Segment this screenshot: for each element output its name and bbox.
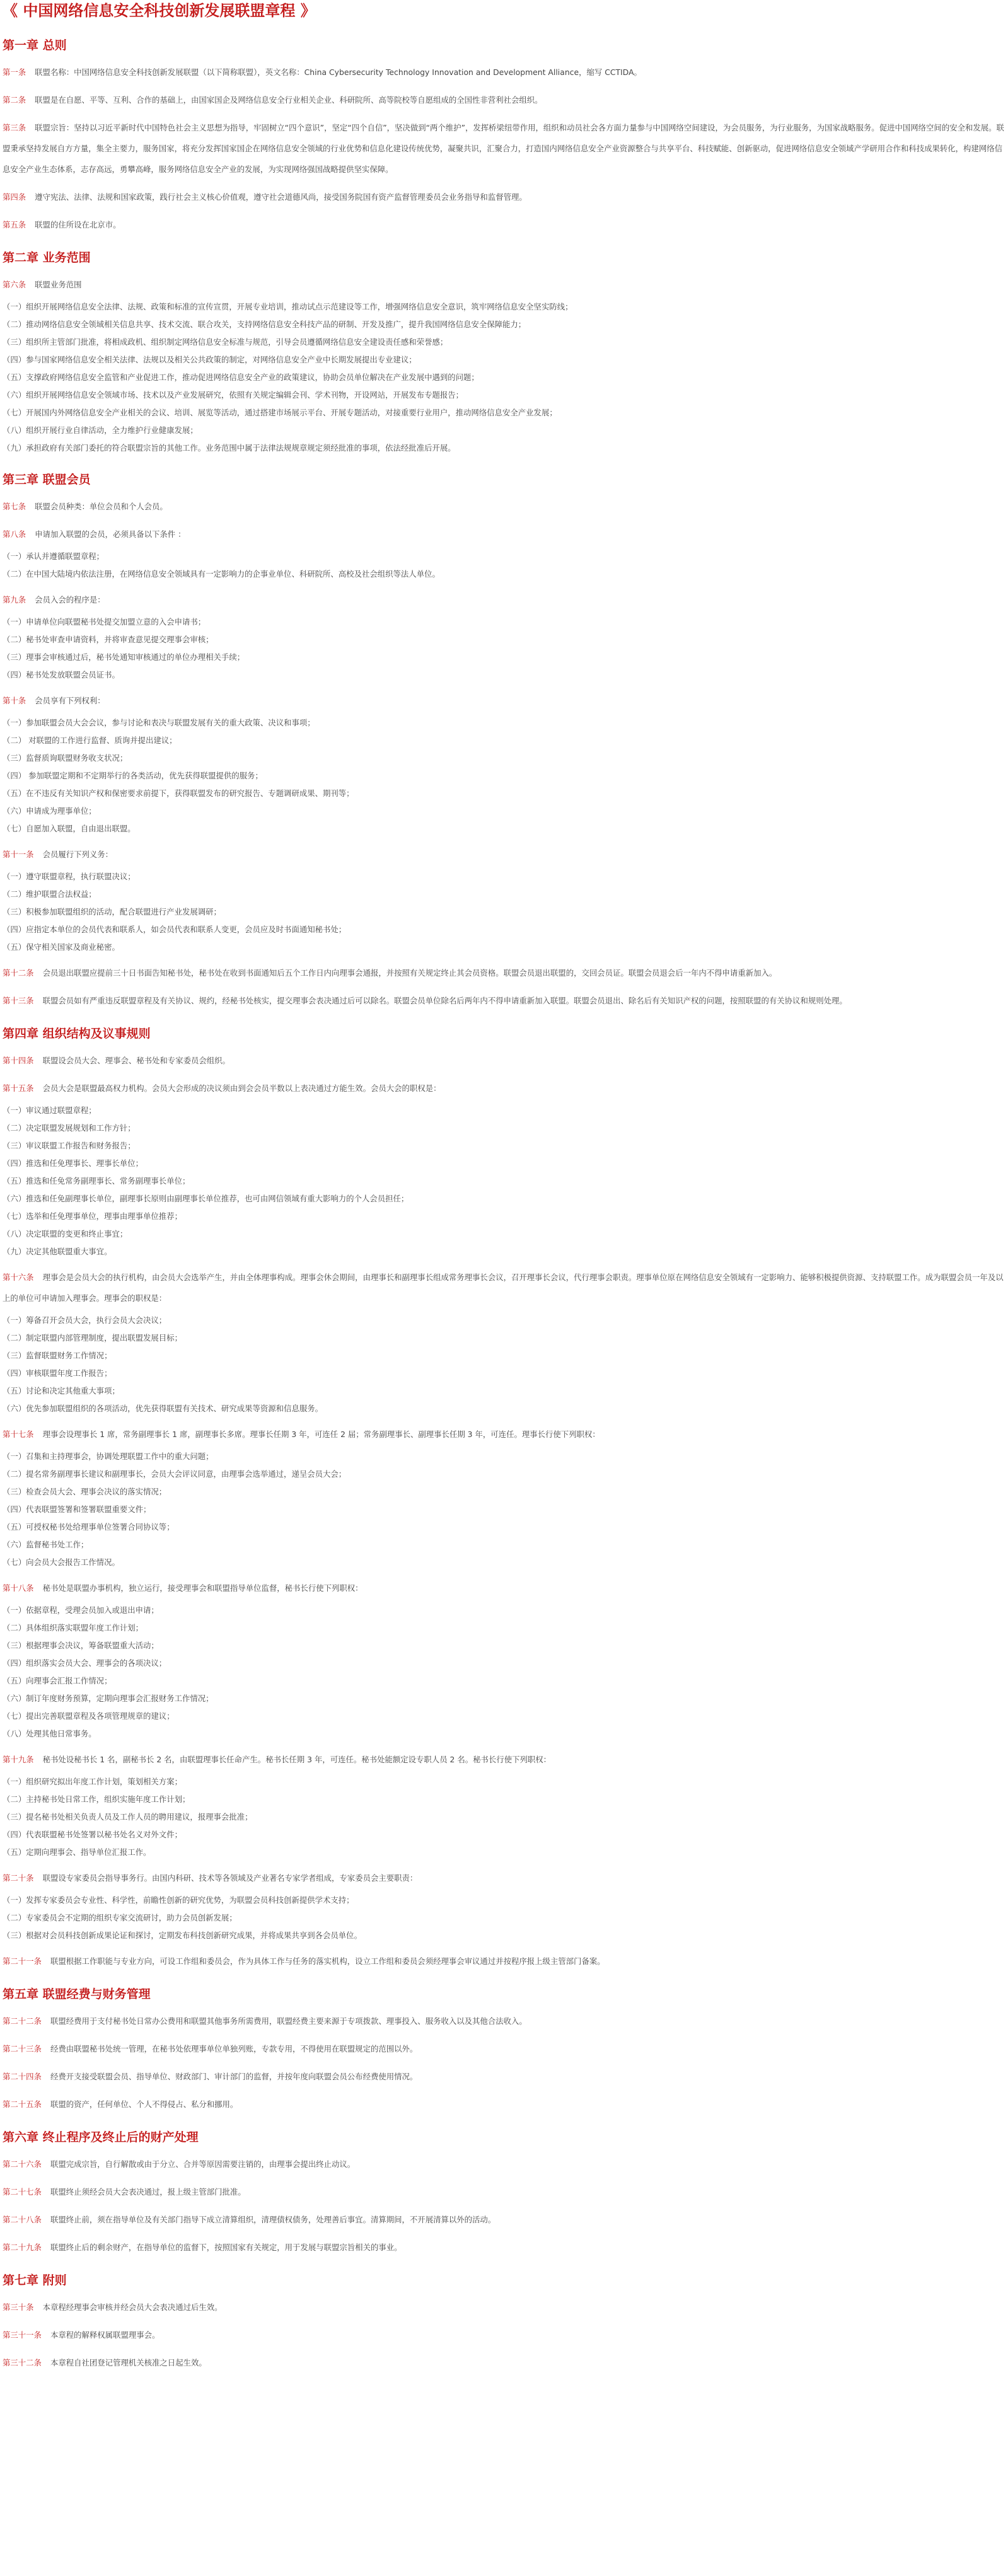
- article-number: 第八条: [3, 529, 26, 539]
- article-item: （一）依据章程，受理会员加入或退出申请；: [3, 1605, 159, 1615]
- article-item: （二）制定联盟内部管理制度，提出联盟发展目标；: [3, 1333, 182, 1343]
- article-item: （四）参与国家网络信息安全相关法律、法规以及相关公共政策的制定，对网络信息安全产业中长期发展提出专业建议；: [3, 355, 417, 364]
- article-item: （三）监督联盟财务工作情况；: [3, 1351, 112, 1360]
- article: [3, 990, 1008, 1011]
- article-item: （四）推选和任免理事长、理事长单位；: [3, 1158, 144, 1168]
- article-text: 会员退出联盟应提前三十日书面告知秘书处，秘书处在收到书面通知后五个工作日内向理事会通报，并按照有关规定终止其会员资格。联盟会员退出联盟的，交回会员证。联盟会员退会后一年内不得申请重新加入。: [42, 968, 777, 978]
- chapter-4: [3, 1026, 1008, 1972]
- chapter-title: 第六章 终止程序及终止后的财产处理: [3, 2130, 199, 2144]
- article: [3, 1951, 1008, 1972]
- article: [3, 2038, 1008, 2059]
- article-number: 第五条: [3, 220, 26, 229]
- article-text: 理事会是会员大会的执行机构，由会员大会选举产生，并由全体理事构成。理事会休会期间，由理事长和副理事长组成常务理事长会议，召开理事长会议，代行理事会职责。理事单位原在网络信息安全领域有一定影响力、能够积极提供资源、支持联盟工作。成为联盟会员一年及以上的单位可申请加入理事会。理事会的职权是：: [3, 1273, 1004, 1303]
- article: [3, 1424, 1008, 1445]
- article-number: 第十八条: [3, 1583, 34, 1593]
- article: [3, 962, 1008, 983]
- article: [3, 2297, 1008, 2318]
- article: [3, 187, 1008, 207]
- article-number: 第二十二条: [3, 2016, 42, 2026]
- article-item: （一）参加联盟会员大会会议，参与讨论和表决与联盟发展有关的重大政策、决议和事项；: [3, 718, 315, 727]
- article-text: 本章程自社团登记管理机关核准之日起生效。: [50, 2358, 207, 2367]
- article-items: [3, 1602, 1008, 1743]
- article-item: （四） 参加联盟定期和不定期举行的各类活动，优先获得联盟提供的服务；: [3, 771, 263, 780]
- article-number: 第二十六条: [3, 2159, 42, 2169]
- article-text: 联盟完成宗旨，自行解散或由于分立、合并等原因需要注销的，由理事会提出终止动议。: [50, 2159, 356, 2169]
- article-item: （八）处理其他日常事务。: [3, 1729, 96, 1738]
- article-item: （三）监督质询联盟财务收支状况；: [3, 753, 128, 763]
- article-number: 第三十一条: [3, 2330, 42, 2340]
- article-item: （二）决定联盟发展规划和工作方针；: [3, 1123, 136, 1133]
- article-item: （二）在中国大陆境内依法注册，在网络信息安全领域具有一定影响力的企事业单位、科研院所、高校及社会组织等法人单位。: [3, 569, 440, 579]
- article-number: 第二十五条: [3, 2099, 42, 2109]
- article: [3, 1050, 1008, 1071]
- chapter-title: 第三章 联盟会员: [3, 473, 91, 487]
- chapter-title: 第四章 组织结构及议事规则: [3, 1027, 151, 1041]
- article-item: （一）筹备召开会员大会，执行会员大会决议；: [3, 1315, 167, 1325]
- article: [3, 2237, 1008, 2258]
- article-item: （六）优先参加联盟组织的各项活动，优先获得联盟有关技术、研究成果等资源和信息服务。: [3, 1404, 323, 1413]
- article-item: （四）代表联盟签署和签署联盟重要文件；: [3, 1505, 151, 1514]
- chapter-7: [3, 2273, 1008, 2373]
- chapter-list: [3, 38, 1008, 2373]
- article-text: 联盟会员种类：单位会员和个人会员。: [35, 502, 168, 511]
- article-item: （四）应指定本单位的会员代表和联系人，如会员代表和联系人变更，会员应及时书面通知秘书处；: [3, 925, 347, 934]
- article-items: [3, 1312, 1008, 1418]
- article-item: （一）召集和主持理事会，协调处理联盟工作中的重大问题；: [3, 1452, 214, 1461]
- article-item: （一）审议通过联盟章程；: [3, 1106, 96, 1115]
- article: [3, 2066, 1008, 2087]
- article-items: [3, 1773, 1008, 1861]
- article-item: （三）理事会审核通过后，秘书处通知审核通过的单位办理相关手续；: [3, 652, 245, 662]
- article-item: （三）提名秘书处相关负责人员及工作人员的聘用建议，报理事会批准；: [3, 1812, 253, 1822]
- article-text: 秘书处设秘书长 1 名，副秘书长 2 名，由联盟理事长任命产生。秘书长任期 3 年，可连任。秘书处能额定设专职人员 2 名。秘书长行使下列职权：: [42, 1755, 552, 1764]
- article-item: （五）推选和任免常务副理事长、常务副理事长单位；: [3, 1176, 190, 1186]
- article-item: （七）提出完善联盟章程及各项管理规章的建议；: [3, 1711, 175, 1721]
- chapter-1: [3, 38, 1008, 235]
- article-text: 联盟宗旨：坚持以习近平新时代中国特色社会主义思想为指导，牢固树立“四个意识”，坚定“四个自信”，坚决做到“两个维护”，发挥桥梁纽带作用，组织和动员社会各方面力量参与中国网络空间建设，为会员服务，为行业服务，为国家战略服务。促进中国网络空间的安全和发展。联盟秉承坚持发展自方方量，集全主要力，服务国家，将充分发挥国家国企在网络信息安全领域的行业优势和信息化建设传统优势，凝聚共识，汇聚合力，打造国内网络信息安全产业资源整合与共享平台、科技赋能、创新驱动，促进网络信息安全领域产学研用合作和科技成果转化，构建网络信息安全产业生态体系，志存高远，勇攀高峰，服务网络信息安全产业的发展，为实现网络强国战略提供坚实保障。: [3, 123, 1004, 174]
- article: [3, 214, 1008, 235]
- article-number: 第十三条: [3, 996, 34, 1005]
- article-item: （二）主持秘书处日常工作，组织实施年度工作计划；: [3, 1794, 190, 1804]
- article-text: 联盟设专家委员会指导事务行。由国内科研、技术等各领域及产业著名专家学者组成，专家委员会主要职责：: [42, 1873, 418, 1883]
- article-item: （六）制订年度财务预算，定期向理事会汇报财务工作情况；: [3, 1694, 214, 1703]
- article-item: （三）审议联盟工作报告和财务报告；: [3, 1141, 136, 1150]
- article: [3, 2181, 1008, 2202]
- article-text: 联盟是在自愿、平等、互利、合作的基础上，由国家国企及网络信息安全行业相关企业、科研院所、高等院校等自愿组成的全国性非营利社会组织。: [35, 95, 543, 105]
- article-text: 申请加入联盟的会员，必须具备以下条件 ：: [35, 529, 186, 539]
- article-text: 联盟名称：中国网络信息安全科技创新发展联盟（以下简称联盟），英文名称：China Cybersecurity Technology Innovation and Development Alliance，缩写 CCTIDA。: [35, 67, 642, 77]
- article-number: 第二十三条: [3, 2044, 42, 2053]
- article-text: 经费开支接受联盟会员、指导单位、财政部门、审计部门的监督，并按年度向联盟会员公布经费使用情况。: [50, 2072, 418, 2081]
- article: [3, 496, 1008, 517]
- article: [3, 844, 1008, 865]
- article-text: 会员享有下列权利：: [35, 696, 105, 705]
- article: [3, 2352, 1008, 2373]
- article: [3, 1578, 1008, 1598]
- article-number: 第九条: [3, 595, 26, 604]
- article-text: 联盟业务范围: [35, 280, 82, 289]
- article-number: 第十七条: [3, 1430, 34, 1439]
- chapter-3: [3, 472, 1008, 1011]
- chapter-title: 第五章 联盟经费与财务管理: [3, 1987, 151, 2001]
- article-item: （三）根据理事会决议，筹备联盟重大活动；: [3, 1641, 159, 1650]
- chapter-title: 第二章 业务范围: [3, 251, 91, 265]
- article-text: 联盟设会员大会、理事会、秘书处和专家委员会组织。: [42, 1056, 230, 1065]
- article-text: 会员入会的程序是：: [35, 595, 105, 604]
- article-number: 第十五条: [3, 1083, 34, 1093]
- chapter-title: 第七章 附则: [3, 2273, 67, 2287]
- article-item: （四）组织落实会员大会、理事会的各项决议；: [3, 1658, 167, 1668]
- article-text: 联盟终止须经会员大会表决通过，报上级主管部门批准。: [50, 2187, 246, 2197]
- article-items: [3, 714, 1008, 838]
- article-number: 第十六条: [3, 1273, 34, 1282]
- article-text: 会员履行下列义务：: [42, 850, 113, 859]
- article-text: 理事会设理事长 1 席，常务副理事长 1 席，副理事长多席。理事长任期 3 年，可连任 2 届；常务副理事长、副理事长任期 3 年，可连任。理事长行使下列职权：: [42, 1430, 600, 1439]
- article-number: 第一条: [3, 67, 26, 77]
- article-item: （三）检查会员大会、理事会决议的落实情况；: [3, 1487, 167, 1496]
- article-item: （七）开展国内外网络信息安全产业相关的会议、培训、展览等活动，通过搭建市场展示平台、开展专题活动，对接重要行业用户，推动网络信息安全产业发展；: [3, 408, 557, 417]
- article-item: （二）推动网络信息安全领域相关信息共享、技术交流、联合攻关，支持网络信息安全科技产品的研制、开发及推广，提升我国网络信息安全保障能力；: [3, 320, 526, 329]
- article-item: （六）推选和任免副理事长单位，副理事长原则由副理事长单位推荐，也可由网信领域有重大影响力的个人会员担任；: [3, 1194, 409, 1203]
- article-item: （七）自愿加入联盟，自由退出联盟。: [3, 824, 136, 833]
- article: [3, 589, 1008, 610]
- article-text: 联盟根据工作职能与专业方向，可设工作组和委员会，作为具体工作与任务的落实机构，设立工作组和委员会须经理事会审议通过并按程序报上级主管部门备案。: [50, 1956, 605, 1966]
- article: [3, 524, 1008, 545]
- article-number: 第十四条: [3, 1056, 34, 1065]
- article-items: [3, 1892, 1008, 1944]
- article-item: （六）组织开展网络信息安全领域市场、技术以及产业发展研究，依照有关规定编辑会刊、学术刊物，开设网站，开展发布专题报告；: [3, 390, 464, 400]
- article-item: （一）承认并遵循联盟章程；: [3, 552, 105, 561]
- article-item: （二）提名常务副理事长建议和副理事长，会员大会评议同意，由理事会选举通过，递呈会员大会；: [3, 1469, 347, 1479]
- article-number: 第二十七条: [3, 2187, 42, 2197]
- article-item: （三）根据对会员科技创新成果论证和探讨，定期发布科技创新研究成果，并将成果共享到各会员单位。: [3, 1931, 362, 1940]
- article: [3, 117, 1008, 180]
- article-item: （二）专家委员会不定期的组织专家交流研讨，助力会员创新发展；: [3, 1913, 237, 1922]
- article-item: （二）秘书处审查申请资料，并将审查意见提交理事会审核；: [3, 635, 214, 644]
- article-item: （五）定期向理事会、指导单位汇报工作。: [3, 1847, 151, 1857]
- article-item: （七）选举和任免理事单位，理事由理事单位推荐；: [3, 1211, 182, 1221]
- article-text: 本章程的解释权属联盟理事会。: [50, 2330, 160, 2340]
- article-text: 本章程经理事会审核并经会员大会表决通过后生效。: [42, 2302, 223, 2312]
- article: [3, 1868, 1008, 1888]
- chapter-5: [3, 1987, 1008, 2115]
- article-items: [3, 613, 1008, 684]
- article-items: [3, 1102, 1008, 1261]
- article: [3, 1078, 1008, 1099]
- article-item: （七）向会员大会报告工作情况。: [3, 1557, 120, 1567]
- article-item: （四）审核联盟年度工作报告；: [3, 1368, 112, 1378]
- article-item: （三）组织所主管部门批准，将相成政机、组织制定网络信息安全标准与规范，引导会员遵循网络信息安全建设责任感和荣誉感；: [3, 337, 448, 347]
- article-item: （六）申请成为理事单位；: [3, 806, 96, 816]
- article-items: [3, 298, 1008, 457]
- chapter-2: [3, 250, 1008, 457]
- article-item: （五）讨论和决定其他重大事项；: [3, 1386, 120, 1395]
- article-item: （一）发挥专家委员会专业性、科学性，前瞻性创新的研究优势，为联盟会员科技创新提供学术支持；: [3, 1895, 354, 1905]
- document-title: 《 中国网络信息安全科技创新发展联盟章程 》: [3, 2, 316, 20]
- article: [3, 2094, 1008, 2115]
- article-item: （五）保守相关国家及商业秘密。: [3, 942, 120, 952]
- article-number: 第二十一条: [3, 1956, 42, 1966]
- article-item: （八）决定联盟的变更和终止事宜；: [3, 1229, 128, 1239]
- article-number: 第十九条: [3, 1755, 34, 1764]
- article-item: （三）积极参加联盟组织的活动，配合联盟进行产业发展调研；: [3, 907, 221, 916]
- article: [3, 90, 1008, 110]
- article: [3, 274, 1008, 295]
- article-number: 第二十九条: [3, 2243, 42, 2252]
- chapter-6: [3, 2130, 1008, 2258]
- article-text: 联盟终止后的剩余财产，在指导单位的监督下，按照国家有关规定，用于发展与联盟宗旨相关的事业。: [50, 2243, 402, 2252]
- article: [3, 2325, 1008, 2345]
- article-item: （二）维护联盟合法权益；: [3, 889, 96, 899]
- article-item: （一）组织研究拟出年度工作计划，策划相关方案；: [3, 1777, 182, 1786]
- article-number: 第十一条: [3, 850, 34, 859]
- article-text: 秘书处是联盟办事机构，独立运行，接受理事会和联盟指导单位监督，秘书长行使下列职权：: [42, 1583, 363, 1593]
- article-items: [3, 1448, 1008, 1571]
- article-item: （五）在不违反有关知识产权和保密要求前提下，获得联盟发布的研究报告、专题调研成果、期刊等；: [3, 788, 354, 798]
- article-item: （九）承担政府有关部门委托的符合联盟宗旨的其他工作。业务范围中属于法律法规规章规定须经批准的事项，依法经批准后开展。: [3, 443, 456, 453]
- article-number: 第四条: [3, 192, 26, 202]
- article: [3, 62, 1008, 83]
- article-number: 第十二条: [3, 968, 34, 978]
- article-number: 第十条: [3, 696, 26, 705]
- article-item: （六）监督秘书处工作；: [3, 1540, 89, 1549]
- article-items: [3, 868, 1008, 956]
- article-number: 第七条: [3, 502, 26, 511]
- article-number: 第二十条: [3, 1873, 34, 1883]
- article-item: （九）决定其他联盟重大事宜。: [3, 1247, 112, 1256]
- article-number: 第三十条: [3, 2302, 34, 2312]
- article: [3, 690, 1008, 711]
- article-item: （五）可授权秘书处给理事单位签署合同协议等；: [3, 1522, 175, 1532]
- article-text: 会员大会是联盟最高权力机构。会员大会形成的决议须由到会会员半数以上表决通过方能生效。会员大会的职权是：: [42, 1083, 441, 1093]
- article-number: 第二条: [3, 95, 26, 105]
- article-item: （四）秘书处发放联盟会员证书。: [3, 670, 120, 679]
- article-item: （一）遵守联盟章程，执行联盟决议；: [3, 872, 136, 881]
- article-item: （一）申请单位向联盟秘书处提交加盟立意的入会申请书；: [3, 617, 206, 627]
- article-number: 第三十二条: [3, 2358, 42, 2367]
- article-item: （四）代表联盟秘书处签署以秘书处名义对外文件；: [3, 1830, 182, 1839]
- article-text: 经费由联盟秘书处统一管理，在秘书处依理事单位单独列账，专款专用，不得使用在联盟规定的范围以外。: [50, 2044, 418, 2053]
- article-number: 第二十四条: [3, 2072, 42, 2081]
- article-text: 联盟经费用于支付秘书处日常办公费用和联盟其他事务所需费用，联盟经费主要来源于专项拨款、理事投入、服务收入以及其他合法收入。: [50, 2016, 527, 2026]
- article-text: 联盟会员如有严重违反联盟章程及有关协议、规约，经秘书处核实，提交理事会表决通过后可以除名。联盟会员单位除名后两年内不得申请重新加入联盟。联盟会员退出、除名后有关知识产权的问题，按照联盟的有关协议和规则处理。: [42, 996, 847, 1005]
- article-items: [3, 548, 1008, 583]
- article: [3, 2209, 1008, 2230]
- article-text: 联盟终止前，须在指导单位及有关部门指导下成立清算组织，清理债权债务，处理善后事宜。清算期间，不开展清算以外的活动。: [50, 2215, 496, 2224]
- article-number: 第二十八条: [3, 2215, 42, 2224]
- article-item: （五）支撑政府网络信息安全监管和产业促进工作，推动促进网络信息安全产业的政策建议，协助会员单位解决在产业发展中遇到的问题；: [3, 373, 479, 382]
- article-item: （一）组织开展网络信息安全法律、法规、政策和标准的宣传宣贯，开展专业培训，推动试点示范建设等工作，增强网络信息安全意识，筑牢网络信息安全坚实防线；: [3, 302, 573, 311]
- article: [3, 2011, 1008, 2031]
- article: [3, 1749, 1008, 1770]
- article-number: 第六条: [3, 280, 26, 289]
- article-item: （八）组织开展行业自律活动，全力维护行业健康发展；: [3, 425, 198, 435]
- article-text: 遵守宪法、法律、法规和国家政策，践行社会主义核心价值观，遵守社会道德风尚，接受国务院国有资产监督管理委员会业务指导和监督管理。: [35, 192, 527, 202]
- chapter-title: 第一章 总则: [3, 38, 67, 52]
- article: [3, 2154, 1008, 2175]
- article-item: （二）具体组织落实联盟年度工作计划；: [3, 1623, 144, 1632]
- article-item: （二） 对联盟的工作进行监督、质询并提出建议；: [3, 736, 177, 745]
- article-item: （五）向理事会汇报工作情况；: [3, 1676, 112, 1685]
- article-text: 联盟的住所设在北京市。: [35, 220, 121, 229]
- article: [3, 1267, 1008, 1308]
- article-number: 第三条: [3, 123, 26, 132]
- article-text: 联盟的资产，任何单位、个人不得侵占、私分和挪用。: [50, 2099, 238, 2109]
